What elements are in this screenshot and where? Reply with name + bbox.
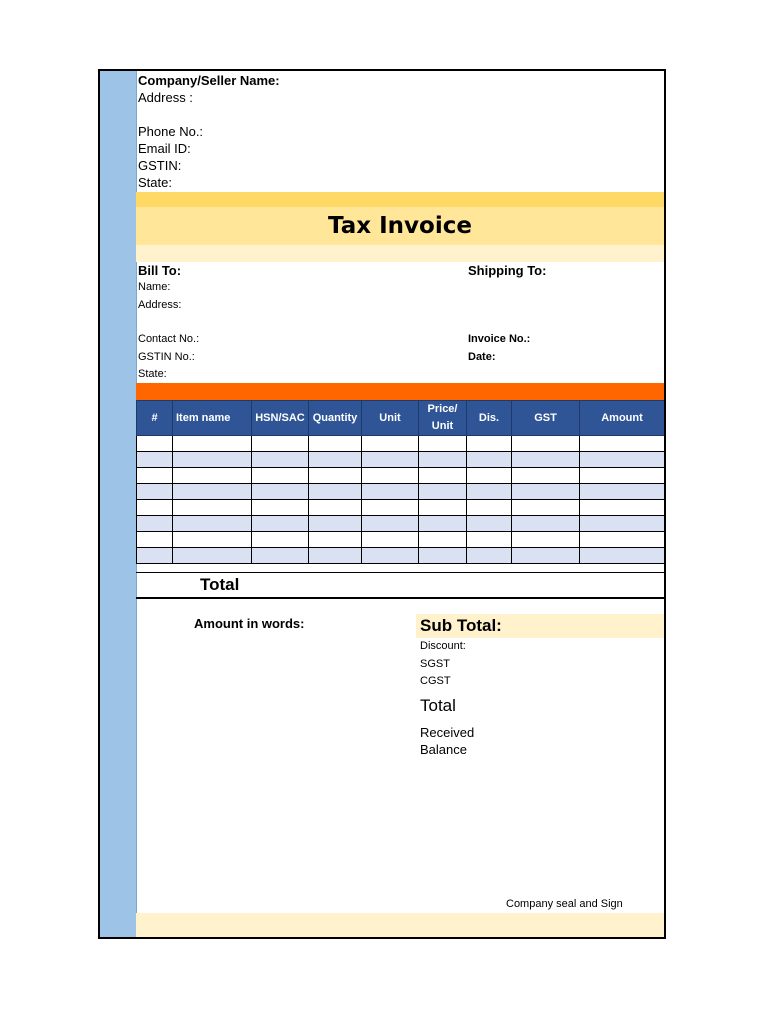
company-seal-label: Company seal and Sign <box>506 898 623 910</box>
items-header-row <box>137 401 665 436</box>
cgst-label: CGST <box>420 675 451 687</box>
shipping-to-heading: Shipping To: <box>468 263 547 278</box>
bill-to-name-label: Name: <box>138 281 171 293</box>
summary-total-label: Total <box>420 696 456 715</box>
discount-label: Discount: <box>420 640 466 652</box>
table-row <box>137 516 665 532</box>
invoice-title: Tax Invoice <box>328 213 472 239</box>
table-row <box>137 468 665 484</box>
col-price-unit: Price/ Unit <box>419 401 467 436</box>
table-row <box>137 436 665 452</box>
sub-total-label: Sub Total: <box>420 616 502 635</box>
seller-phone-label: Phone No.: <box>138 124 204 139</box>
col-item-name: Item name <box>173 401 252 436</box>
table-row <box>137 500 665 516</box>
seller-gstin-label: GSTIN: <box>138 158 182 173</box>
amount-in-words-label: Amount in words: <box>194 616 305 631</box>
bill-to-contact-label: Contact No.: <box>138 333 200 345</box>
bottom-band <box>136 913 664 937</box>
bill-to-gstin-label: GSTIN No.: <box>138 351 195 363</box>
col-quantity: Quantity <box>309 401 362 436</box>
invoice-sheet <box>98 69 666 939</box>
date-label: Date: <box>468 351 496 363</box>
seller-email-label: Email ID: <box>138 141 191 156</box>
title-top-band <box>136 192 664 207</box>
col-number: # <box>137 401 173 436</box>
col-discount: Dis. <box>467 401 512 436</box>
total-row-label: Total <box>200 575 240 594</box>
title-bottom-band <box>136 245 664 262</box>
table-row <box>137 532 665 548</box>
received-label: Received <box>420 725 475 740</box>
col-gst: GST <box>512 401 580 436</box>
sgst-label: SGST <box>420 658 450 670</box>
bill-to-address-label: Address: <box>138 299 182 311</box>
bill-to-heading: Bill To: <box>138 263 182 278</box>
col-amount: Amount <box>580 401 665 436</box>
table-row <box>137 452 665 468</box>
col-unit: Unit <box>362 401 419 436</box>
balance-label: Balance <box>420 742 467 757</box>
items-table <box>136 400 665 564</box>
invoice-no-label: Invoice No.: <box>468 333 531 345</box>
orange-separator <box>136 383 664 400</box>
col-hsn-sac: HSN/SAC <box>252 401 309 436</box>
total-row <box>136 572 664 599</box>
bill-to-state-label: State: <box>138 368 167 380</box>
table-row <box>137 484 665 500</box>
table-row <box>137 548 665 564</box>
seller-name-label: Company/Seller Name: <box>138 73 280 88</box>
seller-state-label: State: <box>138 175 172 190</box>
left-margin-bar <box>100 71 137 937</box>
seller-address-label: Address : <box>138 90 193 105</box>
